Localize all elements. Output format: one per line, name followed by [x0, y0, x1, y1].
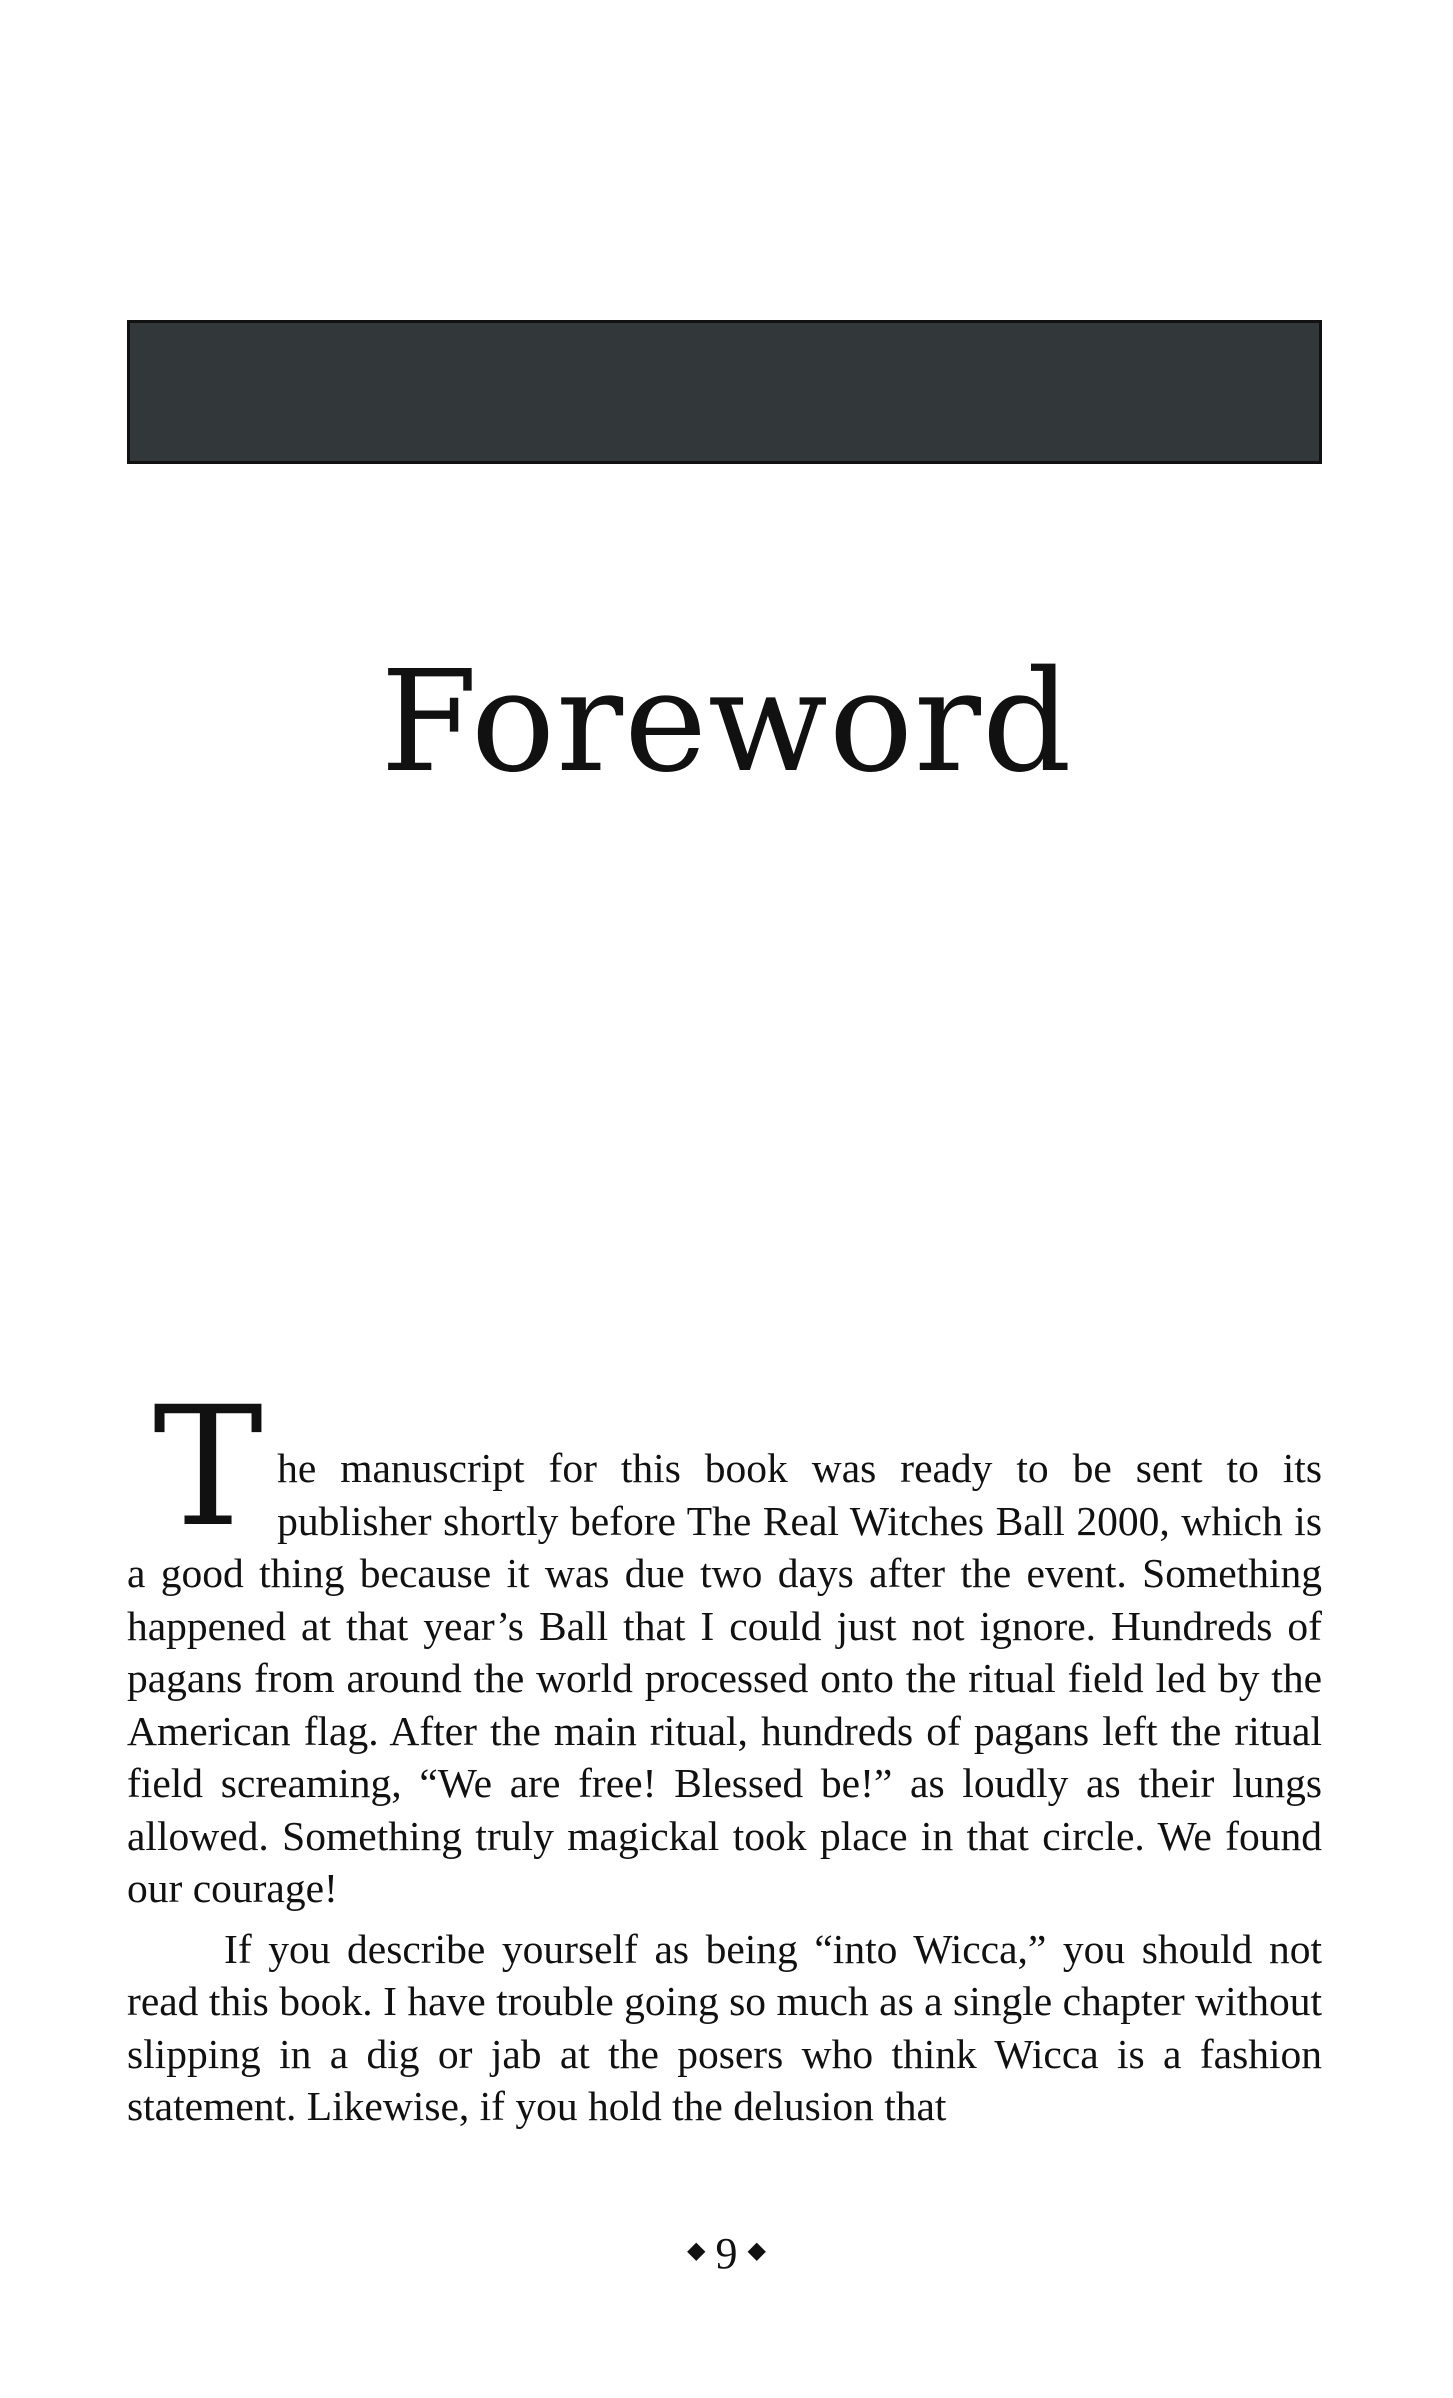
- paragraph-2: If you describe yourself as being “into Wicca,” you should not read this book. I have trouble going so much as a single chapter without slipping in a dig or jab at the posers who think Wicca is a fashion statement. Likewise, if you hold the delusion that: [127, 1925, 1322, 2129]
- paragraph-1-text: he manuscript for this book was ready to be sent to its publisher shortly before The Real Witches Ball 2000, which is a good thing because it was due two days after the event. Something happened at that year’s Ball that I could just not ignore. Hundreds of pagans from around the world processed onto the ritual field led by the American flag. After the main ritual, hundreds of pagans left the ritual field screaming, “We are free! Blessed be!” as loudly as their lungs allowed. Something truly magickal took place in that circle. We found our courage!: [127, 1445, 1322, 1911]
- page-footer: [0, 2228, 1453, 2279]
- drop-cap-spacer: [127, 1390, 1322, 1442]
- diamond-ornament-left: ◆: [687, 2238, 706, 2264]
- chapter-title: Foreword: [380, 640, 1073, 804]
- paragraph-1: [127, 1371, 1322, 1915]
- body-text: [127, 1371, 1322, 2133]
- diamond-ornament-right: ◆: [747, 2238, 766, 2264]
- drop-cap: T: [153, 1371, 264, 1563]
- chapter-header-bar: [127, 320, 1322, 464]
- page-number: 9: [715, 2229, 738, 2278]
